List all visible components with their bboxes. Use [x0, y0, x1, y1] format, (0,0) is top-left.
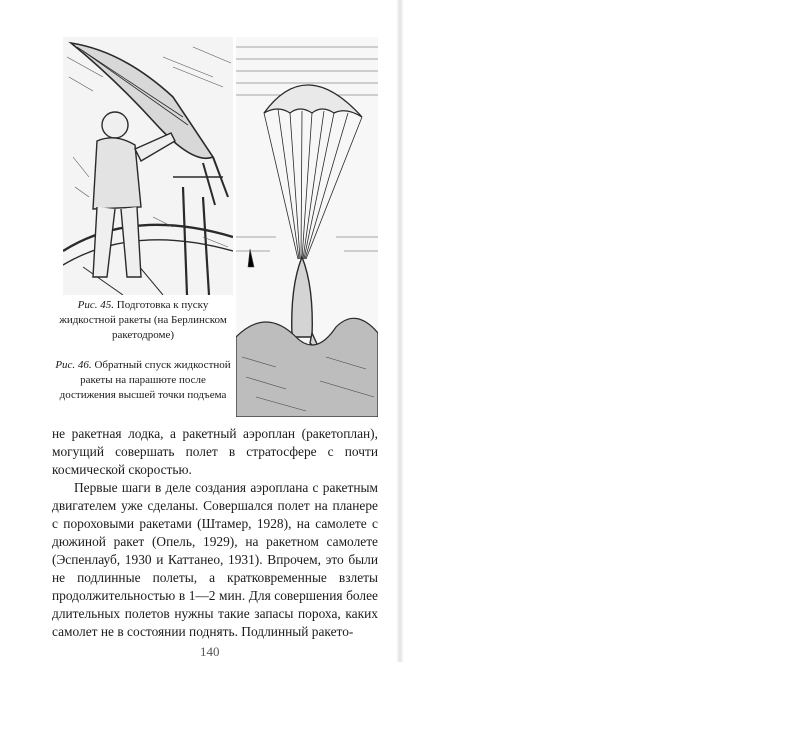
left-paragraph-2: Первые шаги в деле создания аэроплана с ракетным двигателем уже сделаны. Совершался полет на планере с пороховыми ракетами (Штамер, 1928), на самолете с дюжиной ракет (Опель, 1929), на ракетном самолете (Эспенлауб, 1930 и Каттанео, 1931). Впрочем, это были не подлинные полеты, а кратковременные взлеты продолжительностью в 1—2 мин. Для совершения более длительных полетов нужны такие запасы пороха, каких самолет не в состоянии поднять. Подлинный ракето-: [52, 480, 378, 639]
figure-46-caption: [53, 358, 233, 403]
figure-45-number: Рис. 45.: [77, 299, 115, 311]
figure-45-text: Подготовка к пуску жидкостной ракеты (на Берлинском ракетодроме): [59, 299, 227, 341]
figure-46-number: Рис. 46.: [55, 359, 92, 371]
left-paragraph-1: не ракетная лодка, а ракетный аэроплан (ракетоплан), могущий совершать полет в стратосфере с почти космической скоростью.: [52, 426, 378, 477]
figure-45-rocket-launch-illustration: [63, 37, 233, 295]
figure-46-parachute-rocket-illustration: [236, 37, 378, 417]
figure-45-caption: [53, 298, 233, 343]
figure-46-text: Обратный спуск жидкостной ракеты на парашюте после достижения высшей точки подъема: [59, 359, 231, 401]
left-page-body: [52, 425, 378, 641]
left-page-number: 140: [200, 644, 220, 659]
right-page: [402, 0, 800, 662]
left-page: [0, 0, 398, 662]
